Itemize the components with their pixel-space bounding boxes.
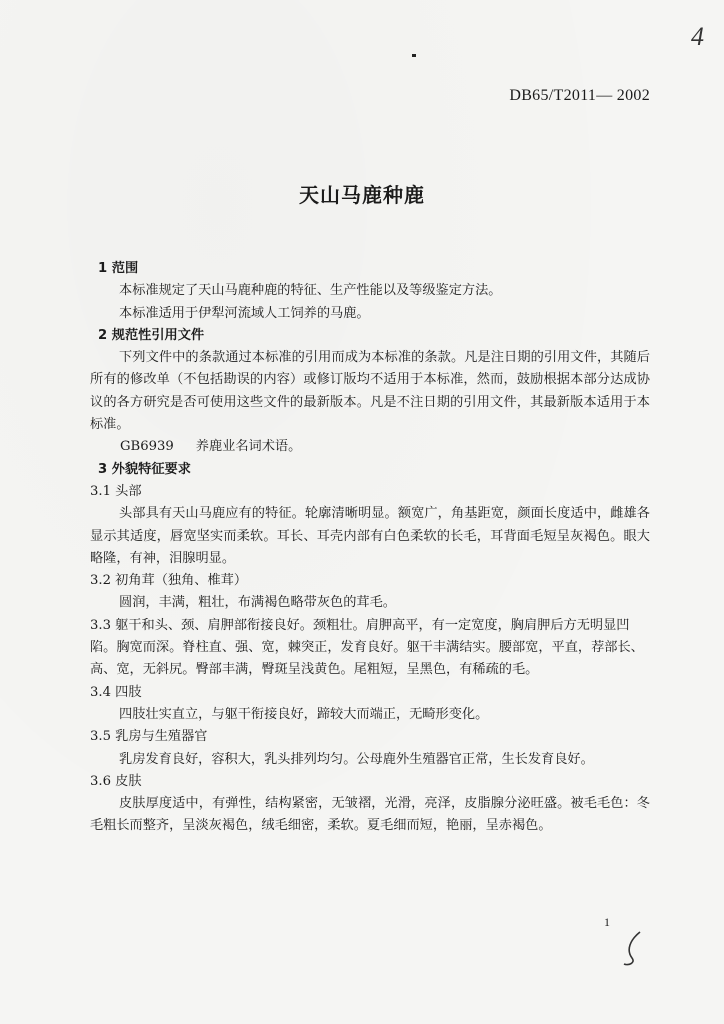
subsection-heading: 3.4 四肢 <box>90 684 142 700</box>
standard-code: DB65/T2011— 2002 <box>509 87 650 104</box>
paragraph: 圆润，丰满，粗壮，布满褐色略带灰色的茸毛。 <box>119 595 396 611</box>
paragraph: 头部具有天山马鹿应有的特征。轮廓清晰明显。额宽广，角基距宽，颜面长度适中，雌雄各显示其适度，唇宽坚实而柔软。耳长、耳壳内部有白色柔软的长毛，耳背面毛短呈灰褐色。眼大略隆，有神，泪腺明显。 <box>90 506 650 566</box>
page-number: 1 <box>604 915 610 929</box>
paragraph: 下列文件中的条款通过本标准的引用而成为本标准的条款。凡是注日期的引用文件，其随后所有的修改单（不包括勘误的内容）或修订版均不适用于本标准，然而，鼓励根据本部分达成协议的各方研究是否可使用这些文件的最新版本。凡是不注日期的引用文件，其最新版本适用于本标准。 <box>90 350 650 433</box>
paragraph: 皮肤厚度适中，有弹性，结构紧密，无皱褶，光滑，亮泽，皮脂腺分泌旺盛。被毛毛色：冬毛粗长而整齐，呈淡灰褐色，绒毛细密，柔软。夏毛细而短，艳丽，呈赤褐色。 <box>90 796 650 834</box>
subsection-heading: 3.5 乳房与生殖器官 <box>90 729 208 745</box>
handwritten-corner-mark: 4 <box>691 22 704 51</box>
subsection-heading: 3.2 初角茸（独角、椎茸） <box>90 573 248 589</box>
subsection-heading: 3.1 头部 <box>90 483 142 499</box>
document-body <box>90 258 650 838</box>
reference-entry <box>90 436 650 458</box>
paragraph: 乳房发育良好，容积大，乳头排列均匀。公母鹿外生殖器官正常，生长发育良好。 <box>119 751 594 767</box>
paragraph: 本标准规定了天山马鹿种鹿的特征、生产性能以及等级鉴定方法。 <box>119 283 502 299</box>
handwritten-signature-mark <box>620 928 650 968</box>
reference-name: 养鹿业名词术语。 <box>195 439 302 455</box>
subsection-heading: 3.3 躯干和头、颈、肩胛部衔接良好。颈粗壮。肩胛高平，有一定宽度，胸肩胛后方无明显凹陷。胸宽而深。脊柱直、强、宽，棘突正，发育良好。躯干丰满结实。腰部宽，平直，荐部长、高、宽，无斜尻。臀部丰满，臀斑呈浅黄色。尾粗短，呈黑色，有稀疏的毛。 <box>90 617 644 678</box>
section-heading: 3 外貌特征要求 <box>98 461 191 477</box>
section-heading: 1 范围 <box>98 261 139 276</box>
paragraph: 本标准适用于伊犁河流域人工饲养的马鹿。 <box>119 305 370 321</box>
reference-code: GB6939 <box>120 439 174 455</box>
scan-dot-mark <box>412 54 416 57</box>
document-title: 天山马鹿种鹿 <box>299 183 425 207</box>
section-heading: 2 规范性引用文件 <box>98 327 205 343</box>
subsection-heading: 3.6 皮肤 <box>90 773 142 789</box>
paragraph: 四肢壮实直立，与躯干衔接良好，蹄较大而端正，无畸形变化。 <box>119 706 489 722</box>
